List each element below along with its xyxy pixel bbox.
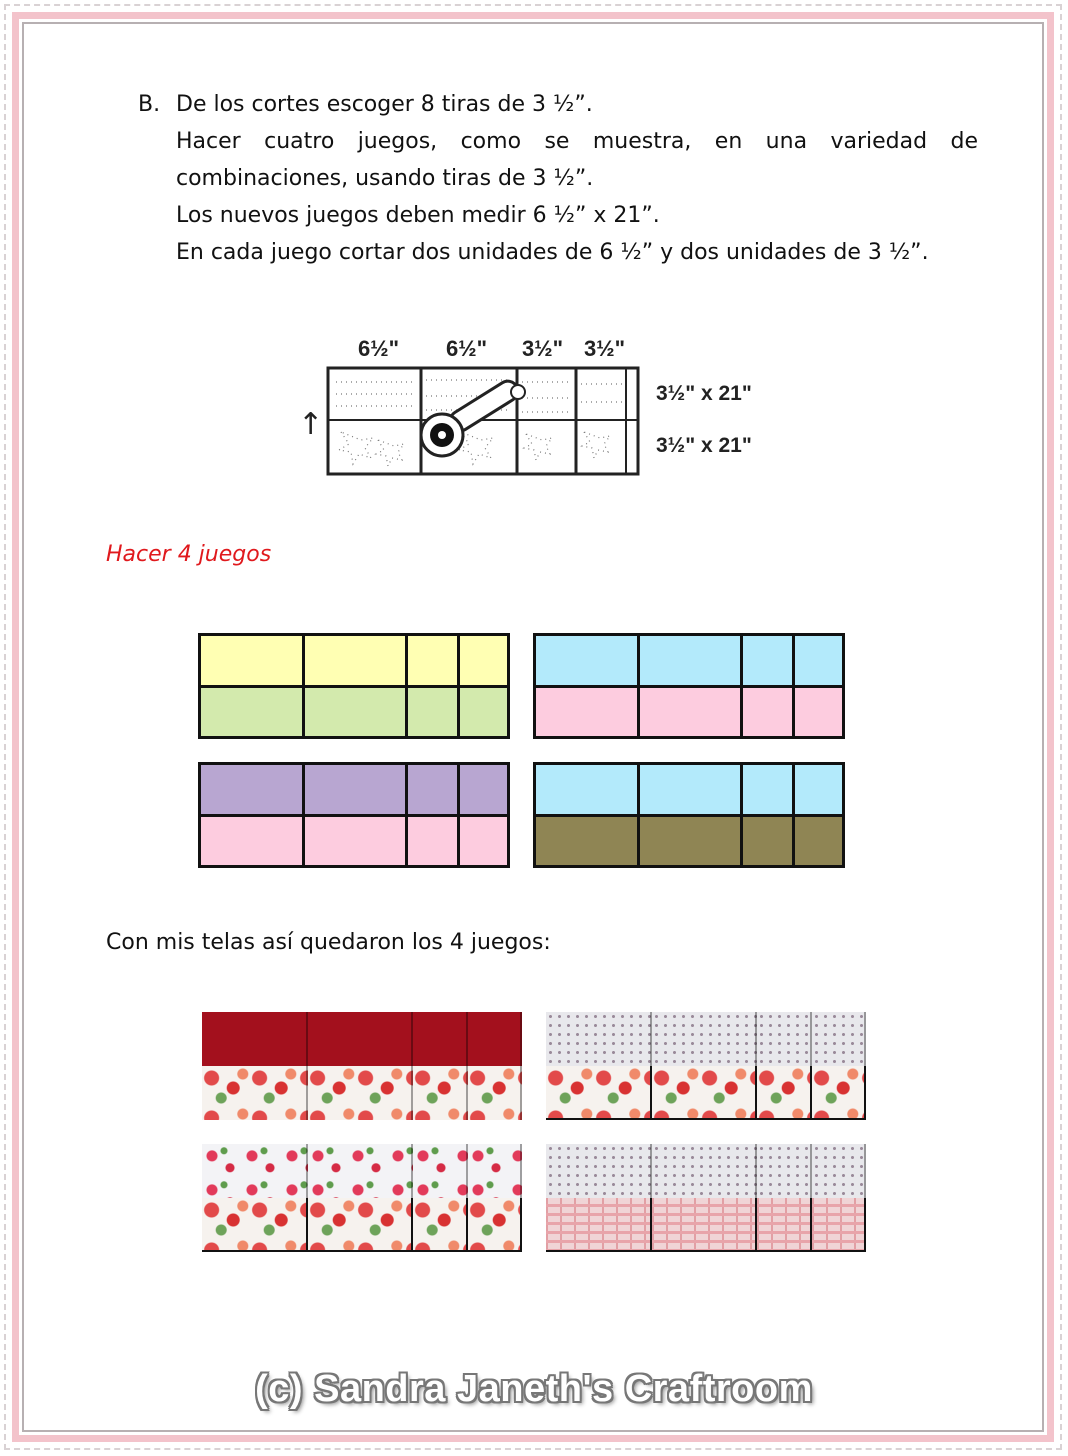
- block-set-1: [198, 633, 510, 739]
- block-cell: [460, 817, 507, 865]
- block-cell: [536, 688, 637, 736]
- fabric-piece: [812, 1012, 866, 1066]
- block-cell: [460, 636, 507, 685]
- block-cell: [795, 765, 842, 814]
- fabric-piece: [812, 1144, 866, 1198]
- block-cell: [408, 765, 457, 814]
- photo-row-bottom: [546, 1066, 866, 1120]
- fabric-piece: [757, 1066, 811, 1120]
- photo-row-top: [546, 1012, 866, 1066]
- block-cell: [460, 688, 507, 736]
- fabric-piece: [812, 1066, 866, 1120]
- fabric-strips: [328, 368, 638, 474]
- fabric-photo-4: [546, 1144, 866, 1252]
- block-row-bottom: [201, 688, 507, 736]
- block-cell: [305, 817, 405, 865]
- fabric-piece: [413, 1066, 467, 1120]
- fabric-piece: [652, 1012, 758, 1066]
- diagram-col-label-3: 3½": [522, 336, 564, 361]
- fabric-piece: [202, 1144, 308, 1198]
- fabric-piece: [468, 1144, 522, 1198]
- diagram-arrow-icon: ↑: [298, 407, 324, 442]
- fabric-piece: [652, 1144, 758, 1198]
- instruction-line-3: combinaciones, usando tiras de 3 ½”.: [176, 166, 594, 191]
- fabric-piece: [308, 1198, 414, 1252]
- diagram-row-label-2: 3½" x 21": [656, 434, 752, 457]
- block-cell: [743, 636, 792, 685]
- block-set-2: [533, 633, 845, 739]
- fabric-photo-2: [546, 1012, 866, 1120]
- fabric-piece: [757, 1144, 811, 1198]
- fabric-piece: [413, 1198, 467, 1252]
- section-heading: Hacer 4 juegos: [106, 542, 272, 567]
- block-row-bottom: [201, 817, 507, 865]
- fabric-piece: [652, 1198, 758, 1252]
- block-cell: [460, 765, 507, 814]
- fabric-piece: [468, 1198, 522, 1252]
- block-cell: [640, 817, 740, 865]
- block-cell: [795, 636, 842, 685]
- block-cell: [305, 765, 405, 814]
- block-cell: [795, 817, 842, 865]
- block-row-top: [536, 765, 842, 814]
- block-cell: [201, 817, 302, 865]
- block-cell: [305, 688, 405, 736]
- block-row-bottom: [536, 688, 842, 736]
- photo-row-top: [546, 1144, 866, 1198]
- photos-caption: Con mis telas así quedaron los 4 juegos:: [106, 930, 551, 955]
- instruction-line-1: De los cortes escoger 8 tiras de 3 ½”.: [176, 92, 593, 117]
- fabric-piece: [546, 1066, 652, 1120]
- fabric-piece: [546, 1144, 652, 1198]
- diagram-col-label-4: 3½": [584, 336, 626, 361]
- fabric-piece: [308, 1012, 414, 1066]
- block-row-top: [201, 765, 507, 814]
- instruction-line-4: Los nuevos juegos deben medir 6 ½” x 21”.: [176, 203, 660, 228]
- photo-row-top: [202, 1144, 522, 1198]
- block-cell: [536, 765, 637, 814]
- fabric-piece: [202, 1066, 308, 1120]
- fabric-piece: [468, 1012, 522, 1066]
- block-cell: [201, 765, 302, 814]
- diagram-col-label-2: 6½": [446, 336, 488, 361]
- block-cell: [408, 817, 457, 865]
- block-cell: [201, 688, 302, 736]
- diagram-row-label-1: 3½" x 21": [656, 382, 752, 405]
- fabric-piece: [546, 1012, 652, 1066]
- fabric-piece: [652, 1066, 758, 1120]
- instruction-line-5: En cada juego cortar dos unidades de 6 ½” y dos unidades de 3 ½”.: [176, 240, 929, 265]
- block-set-4: [533, 762, 845, 868]
- instruction-line-2: Hacer cuatro juegos, como se muestra, en una variedad de: [176, 129, 978, 154]
- block-cell: [743, 688, 792, 736]
- step-letter: B.: [138, 92, 161, 117]
- fabric-piece: [413, 1012, 467, 1066]
- block-cell: [640, 688, 740, 736]
- fabric-piece: [546, 1198, 652, 1252]
- block-row-top: [536, 636, 842, 685]
- block-cell: [640, 765, 740, 814]
- fabric-piece: [812, 1198, 866, 1252]
- block-row-top: [201, 636, 507, 685]
- block-cell: [536, 636, 637, 685]
- block-cell: [536, 817, 637, 865]
- step-b-instructions: [138, 86, 978, 271]
- block-cell: [640, 636, 740, 685]
- fabric-piece: [757, 1012, 811, 1066]
- fabric-piece: [308, 1066, 414, 1120]
- fabric-photo-3: [202, 1144, 522, 1252]
- photo-row-bottom: [546, 1198, 866, 1252]
- block-cell: [201, 636, 302, 685]
- fabric-piece: [308, 1144, 414, 1198]
- block-cell: [305, 636, 405, 685]
- block-set-3: [198, 762, 510, 868]
- block-cell: [795, 688, 842, 736]
- cutting-diagram: [296, 322, 776, 492]
- photo-row-top: [202, 1012, 522, 1066]
- block-cell: [408, 688, 457, 736]
- fabric-piece: [757, 1198, 811, 1252]
- block-cell: [743, 817, 792, 865]
- fabric-piece: [202, 1012, 308, 1066]
- fabric-piece: [202, 1198, 308, 1252]
- block-cell: [743, 765, 792, 814]
- photo-row-bottom: [202, 1198, 522, 1252]
- step-b-first-line: [138, 86, 978, 123]
- photo-row-bottom: [202, 1066, 522, 1120]
- diagram-col-label-1: 6½": [358, 336, 400, 361]
- fabric-piece: [468, 1066, 522, 1120]
- fabric-photo-1: [202, 1012, 522, 1120]
- block-cell: [408, 636, 457, 685]
- block-row-bottom: [536, 817, 842, 865]
- fabric-piece: [413, 1144, 467, 1198]
- copyright-watermark: (c) Sandra Janeth's Craftroom: [255, 1368, 813, 1410]
